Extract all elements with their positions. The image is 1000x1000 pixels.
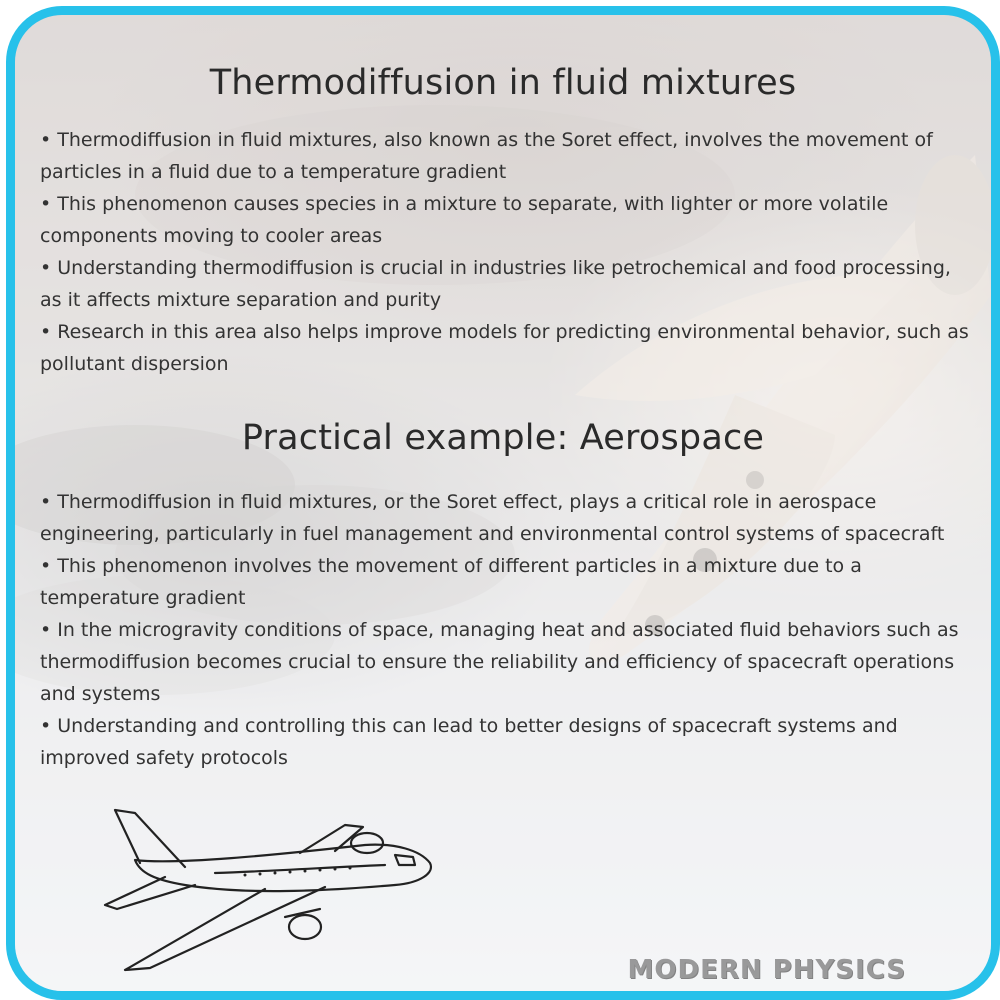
list-item: • In the microgravity conditions of space, managing heat and associated fluid behaviors such as thermodiffusion becomes crucial to ensure the reliability and efficiency of spacecraft operations and systems (40, 619, 959, 705)
brand-logo: MODERN PHYSICS (627, 955, 906, 985)
list-item: • Understanding and controlling this can lead to better designs of spacecraft systems and improved safety protocols (40, 715, 898, 769)
airplane-icon (95, 805, 445, 985)
list-item: • Thermodiffusion in fluid mixtures, also known as the Soret effect, involves the movement of particles in a fluid due to a temperature gradient (40, 129, 933, 183)
list-item: • Research in this area also helps improve models for predicting environmental behavior, such as pollutant dispersion (40, 321, 969, 375)
section-title: Practical example: Aerospace (241, 418, 765, 458)
list-item: • Understanding thermodiffusion is crucial in industries like petrochemical and food processing, as it affects mixture separation and purity (40, 257, 951, 311)
bullet-list (40, 124, 970, 380)
card-frame (6, 6, 1000, 1000)
list-item: • This phenomenon involves the movement of different particles in a mixture due to a temperature gradient (40, 555, 862, 609)
list-item: • Thermodiffusion in fluid mixtures, or the Soret effect, plays a critical role in aerospace engineering, particularly in fuel management and environmental control systems of spacecraft (40, 491, 945, 545)
section-title: Thermodiffusion in fluid mixtures (209, 63, 797, 103)
list-item: • This phenomenon causes species in a mixture to separate, with lighter or more volatile components moving to cooler areas (40, 193, 889, 247)
bullet-list (40, 486, 970, 774)
